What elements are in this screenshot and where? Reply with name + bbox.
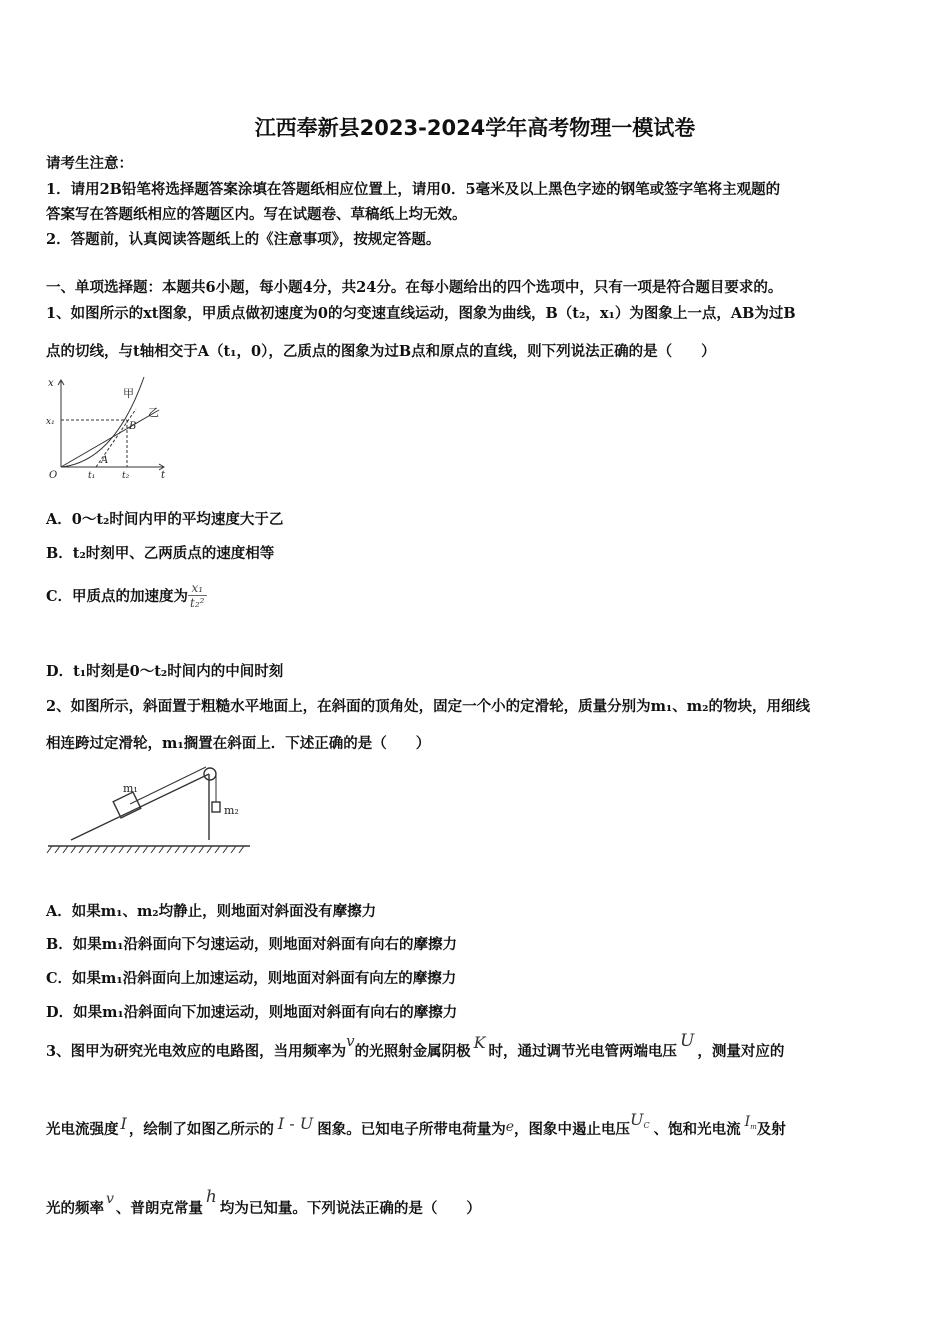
string-on-incline [130, 767, 206, 804]
q3-l3-part-c: 均为已知量。下列说法正确的是（ ） [219, 1200, 481, 1217]
q3-text-line-1 [46, 1031, 785, 1061]
q1-option-d: D．t₁时刻是0～t₂时间内的中间时刻 [46, 663, 284, 680]
q1-option-c-fraction [188, 581, 206, 610]
t2-label: t₂ [122, 471, 130, 481]
var-Uc: U [630, 1110, 644, 1129]
x-axis-label: t [161, 470, 166, 481]
q3-l1-part-a: 3、图甲为研究光电效应的电路图，当用频率为 [46, 1043, 347, 1060]
var-Uc-subscript: C [643, 1121, 650, 1130]
q3-text-line-2 [46, 1110, 786, 1139]
q1-option-c [46, 581, 207, 610]
q3-text-line-3 [46, 1187, 481, 1218]
var-K: K [473, 1033, 486, 1052]
var-I: I [120, 1114, 127, 1133]
q3-l3-part-b: 、普朗克常量 [115, 1200, 203, 1217]
yi-label: 乙 [148, 406, 159, 419]
q3-l1-part-b: 的光照射金属阴极 [354, 1043, 471, 1060]
q1-text-line-1: 1、如图所示的xt图象，甲质点做初速度为0的匀变速直线运动，图象为曲线，B（t₂，x₁）为图象上一点，AB为过B [46, 305, 796, 322]
q3-l1-part-d: ，测量对应的 [697, 1043, 785, 1060]
page-title: 江西奉新县2023-2024学年高考物理一模试卷 [254, 116, 696, 140]
q2-option-b: B．如果m₁沿斜面向下匀速运动，则地面对斜面有向右的摩擦力 [46, 936, 457, 953]
q1-option-b: B．t₂时刻甲、乙两质点的速度相等 [46, 545, 275, 562]
fraction-denominator: t₂² [190, 596, 205, 610]
block-m1 [113, 792, 141, 818]
q2-option-d: D．如果m₁沿斜面向下加速运动，则地面对斜面有向右的摩擦力 [46, 1004, 458, 1021]
ground-hatching [47, 846, 244, 853]
pulley-icon [204, 768, 216, 780]
var-h: h [205, 1187, 217, 1207]
var-I-U: I - U [277, 1114, 314, 1133]
q3-l1-part-c: 时，通过调节光电管两端电压 [488, 1043, 678, 1060]
line-yi [61, 410, 159, 467]
notice-item-1-line-2: 答案写在答题纸相应的答题区内。写在试题卷、草稿纸上均无效。 [46, 206, 467, 223]
notice-item-2: 2．答题前，认真阅读答题纸上的《注意事项》，按规定答题。 [46, 231, 441, 248]
var-v: v [346, 1032, 355, 1050]
origin-label: O [49, 470, 58, 481]
q1-option-c-text: C．甲质点的加速度为 [46, 588, 189, 605]
q3-l3-part-a: 光的频率 [46, 1200, 104, 1217]
q2-option-c: C．如果m₁沿斜面向上加速运动，则地面对斜面有向左的摩擦力 [46, 970, 457, 987]
notice-heading: 请考生注意： [46, 155, 133, 172]
t1-label: t₁ [88, 471, 96, 481]
m1-label: m₁ [123, 782, 138, 795]
q2-text-line-2: 相连跨过定滑轮，m₁搁置在斜面上．下述正确的是（ ） [46, 735, 431, 752]
var-e: e [505, 1119, 515, 1135]
block-m2 [212, 802, 220, 812]
q3-l2-part-f: 及射 [756, 1121, 786, 1138]
q1-option-a: A．0～t₂时间内甲的平均速度大于乙 [46, 511, 284, 528]
fraction-numerator: x₁ [188, 581, 206, 596]
q2-text-line-1: 2、如图所示，斜面置于粗糙水平地面上，在斜面的顶角处，固定一个小的定滑轮，质量分别为m₁、m₂的物块，用细线 [46, 698, 810, 715]
x1-label: x₁ [46, 417, 55, 427]
point-A-label: A [101, 455, 109, 466]
q1-text-line-2: 点的切线，与t轴相交于A（t₁，0），乙质点的图象为过B点和原点的直线，则下列说法正确的是（ ） [46, 343, 716, 360]
q2-option-a: A．如果m₁、m₂均静止，则地面对斜面没有摩擦力 [46, 903, 377, 920]
var-Im: I [744, 1114, 751, 1130]
q3-l2-part-e: 、饱和光电流 [653, 1121, 741, 1138]
q3-l2-part-b: ，绘制了如图乙所示的 [128, 1121, 274, 1138]
q3-l2-part-c: 图象。已知电子所带电荷量为 [317, 1121, 506, 1138]
section-1-heading: 一、单项选择题：本题共6小题，每小题4分，共24分。在每小题给出的四个选项中，只有一项是符合题目要求的。 [46, 279, 783, 296]
notice-item-1-line-1: 1．请用2B铅笔将选择题答案涂填在答题纸相应位置上，请用0．5毫米及以上黑色字迹的钢笔或签字笔将主观题的 [46, 181, 781, 198]
var-v-2: v [106, 1191, 114, 1207]
point-B-label: B [129, 421, 137, 432]
q3-l2-part-d: ，图象中遏止电压 [514, 1121, 631, 1138]
y-axis-label: x [48, 378, 54, 389]
q1-xt-graph [44, 372, 174, 482]
q3-l2-part-a: 光电流强度 [46, 1121, 119, 1138]
jia-label: 甲 [123, 387, 134, 400]
var-U: U [680, 1031, 695, 1051]
var-Im-subscript: m [750, 1123, 757, 1131]
q2-incline-figure [46, 762, 252, 862]
m2-label: m₂ [224, 804, 239, 817]
